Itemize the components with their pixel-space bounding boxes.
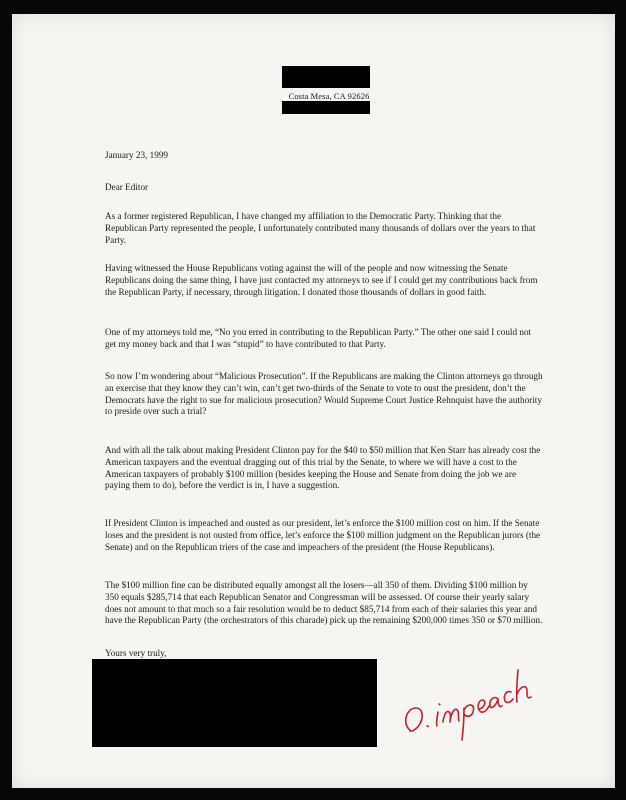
redaction-name-block [282, 66, 370, 88]
redaction-phone-block [282, 101, 370, 114]
paragraph-6: If President Clinton is impeached and ousted as our president, let’s enforce the $100 million cost on him. If the Senate loses and the president is not ousted from office, let’s enforce the $100 million judgment on the Republican jurors (the Senate) and on the Republican triers of the case and impeachers of the president (the House Republicans). [105, 518, 541, 552]
letterhead-city-line: Costa Mesa, CA 92626 [288, 91, 370, 101]
paragraph-7: The $100 million fine can be distributed equally amongst all the losers—all 350 of them. Dividing $100 million by 350 equals $285,714 that each Republican Senator and Congressman will be assessed. Of course their yearly salary does not amount to that much so a fair resolution would be to deduct $85,714 from each of their salaries this year and have the Republican Party (the orchestrators of this charade) pick up the remaining $200,000 times 350 or $70 million. [105, 580, 543, 626]
paragraph-2: Having witnessed the House Republicans voting against the will of the people and now witnessing the Senate Republicans doing the same thing, I have just contacted my attorneys to see if I could get my contributions back from the Republican Party, if necessary, through litigation. I donated those thousands of dollars in good faith. [105, 263, 538, 297]
letter-page [12, 14, 615, 788]
paragraph-4: So now I’m wondering about “Malicious Prosecution”. If the Republicans are making the Clinton attorneys go through an exercise that they know they can’t win, can’t get two-thirds of the Senate to vote to oust the president, don’t the Democrats have the right to sue for malicious prosecution? Would Supreme Court Justice Rehnquist have the authority to preside over such a trial? [105, 371, 543, 417]
paragraph-5: And with all the talk about making President Clinton pay for the $40 to $50 million that Ken Starr has already cost the American taxpayers and the eventual dragging out of this trial by the Senate, to where we will have a cost to the American taxpayers of probably $100 million (besides keeping the House and Senate from doing the job we are paying them to do), before the verdict is in, I have a suggestion. [105, 445, 541, 491]
handwritten-annotation-drawing [400, 642, 550, 742]
closing: Yours very truly, [105, 648, 167, 658]
letter-date: January 23, 1999 [105, 150, 169, 160]
handwritten-annotation [400, 642, 550, 742]
paragraph-1: As a former registered Republican, I have changed my affiliation to the Democratic Party. Thinking that the Republican Party represented the people, I unfortunately contributed many thousands of dollars over the years to that Party. [105, 211, 536, 245]
redaction-signature-block [92, 659, 377, 747]
salutation: Dear Editor [105, 182, 149, 192]
paragraph-3: One of my attorneys told me, “No you erred in contributing to the Republican Party.” The other one said I could not get my money back and that I was “stupid” to have contributed to that Party. [105, 327, 532, 349]
